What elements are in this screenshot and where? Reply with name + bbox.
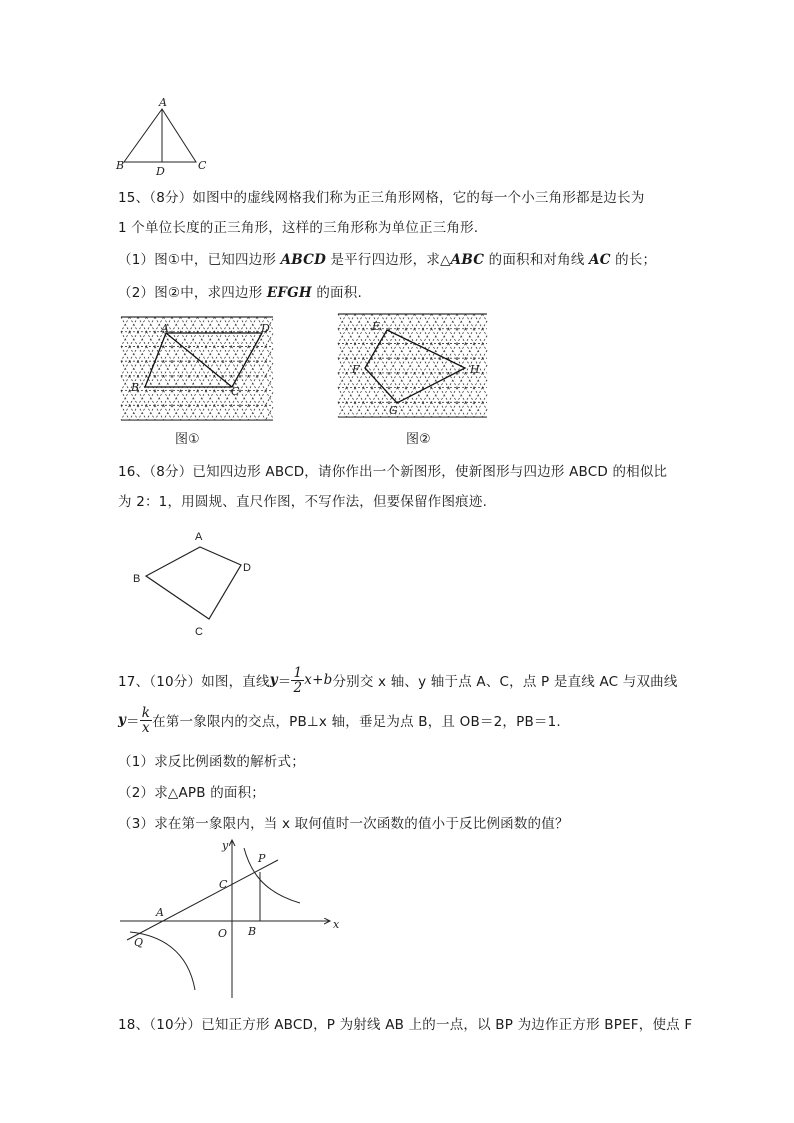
fig2-label-H: H [470, 363, 480, 376]
tri-label-A: A [159, 96, 167, 109]
q15-part1-ac: AC [589, 252, 611, 268]
q15-part1-post: 的长； [610, 252, 657, 268]
q17-l1-eq: ＝ [277, 674, 292, 690]
q17-part2: （2）求△APB 的面积； [118, 785, 265, 801]
fig2-label-G: G [389, 404, 398, 417]
q17-l1-c: 分别交 x 轴、y 轴于点 A、C，点 P 是直线 AC 与双曲线 [332, 674, 678, 690]
q16-line1: 16、（8分）已知四边形 ABCD，请你作出一个新图形，使新图形与四边形 ABCD 的相似比 [118, 464, 668, 480]
q16-label-C: C [195, 626, 203, 638]
point-label-P: P [258, 852, 266, 865]
q17-part1: （1）求反比例函数的解析式； [118, 754, 305, 770]
fig1-label-A: A [161, 322, 169, 335]
q15-part1-tri: △ABC [440, 252, 485, 268]
q15-line2: 1 个单位长度的正三角形，这样的三角形称为单位正三角形. [118, 220, 479, 236]
tri-label-D: D [156, 165, 165, 178]
fig1-label-C: C [231, 385, 240, 398]
hyperbola-branch-1 [244, 848, 300, 903]
point-label-Q: Q [134, 936, 144, 949]
q15-part2-efgh: EFGH [266, 285, 312, 301]
q17-part3: （3）求在第一象限内，当 x 取何值时一次函数的值小于反比例函数的值？ [118, 816, 569, 832]
axis-label-y: y [222, 839, 229, 852]
q16-label-A: A [195, 531, 203, 543]
q17-l2-y: y [118, 712, 127, 728]
q17-l1-y: y [269, 672, 278, 688]
q18-line1: 18、（10分）已知正方形 ABCD，P 为射线 AB 上的一点，以 BP 为边作正方形 BPEF，使点 F [118, 1017, 693, 1033]
q15-part1-abcd: ABCD [280, 252, 326, 268]
fig1-label-D: D [261, 322, 270, 335]
fig2-label-E: E [372, 320, 381, 333]
q17-l1-a: 17、（10分）如图，直线 [118, 674, 270, 690]
point-label-C: C [219, 878, 228, 891]
q16-label-B: B [133, 573, 141, 585]
q15-part1-pre: （1）图①中，已知四边形 [118, 252, 281, 268]
q17-l2-c: 在第一象限内的交点，PB⊥x 轴，垂足为点 B，且 OB＝2，PB＝1. [152, 714, 561, 730]
tri-label-B: B [116, 159, 125, 172]
q17-l1-num: 1 [293, 664, 303, 681]
q17-l1-b: x+b [304, 672, 333, 688]
q16-line2: 为 2：1，用圆规、直尺作图，不写作法，但要保留作图痕迹. [118, 494, 488, 510]
q16-label-D: D [243, 562, 251, 574]
q17-l2-den: x [142, 719, 150, 736]
tri-label-C: C [198, 159, 207, 172]
q17-l2-num: k [141, 704, 151, 721]
axis-label-x: x [333, 918, 340, 931]
q17-l2-eq: ＝ [126, 714, 140, 730]
q15-part1-mid: 是平行四边形，求 [325, 252, 441, 268]
fig2-caption: 图② [406, 432, 431, 447]
q15-part2-pre: （2）图②中，求四边形 [118, 285, 267, 301]
fig1-label-B: B [131, 381, 140, 394]
q15-line1: 15、（8分）如图中的虚线网格我们称为正三角形网格，它的每一个小三角形都是边长为 [118, 190, 645, 206]
q15-part2-post: 的面积. [311, 285, 362, 301]
point-label-A: A [156, 906, 164, 919]
q15-part1-mid2: 的面积和对角线 [484, 252, 590, 268]
fig2-label-F: F [352, 363, 360, 376]
point-label-B: B [248, 925, 257, 938]
q17-l1-den: 2 [293, 679, 303, 696]
point-label-O: O [218, 927, 228, 940]
fig1-caption: 图① [175, 432, 200, 447]
